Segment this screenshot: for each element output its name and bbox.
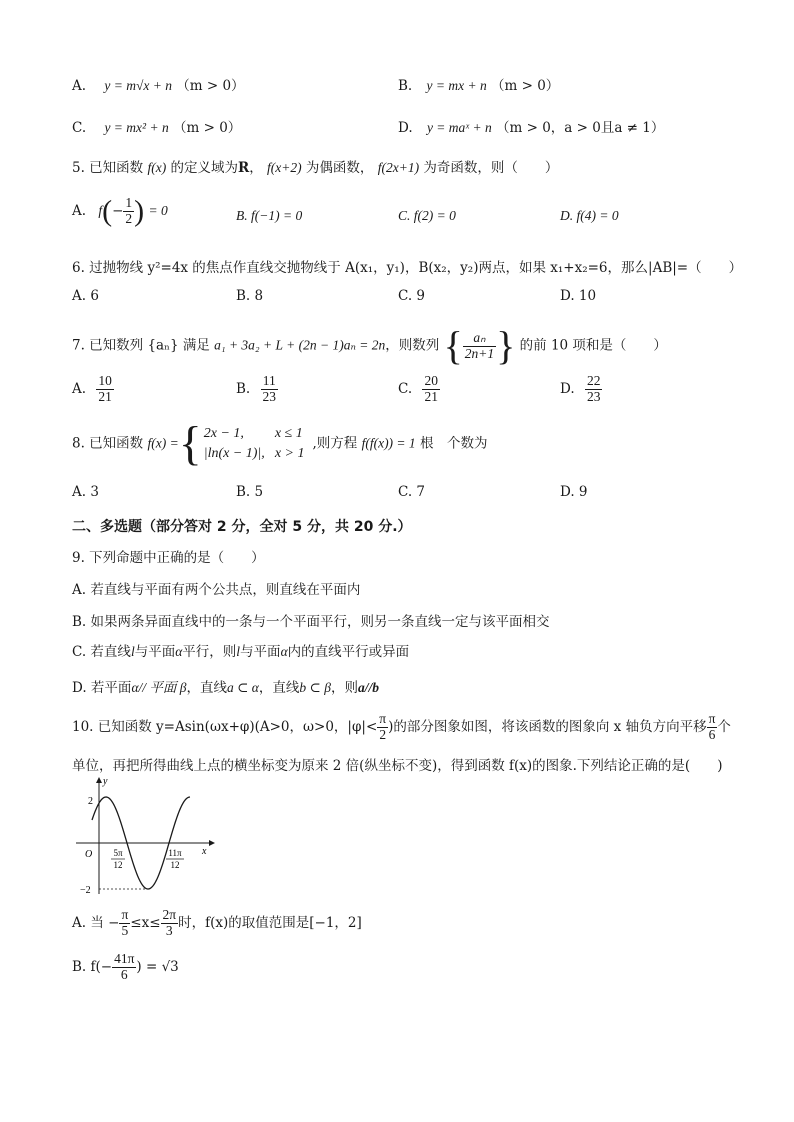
q10-phi-fraction bbox=[377, 712, 388, 743]
q7c-fraction bbox=[422, 374, 440, 405]
left-brace: { bbox=[443, 323, 463, 368]
q9c-line: l bbox=[236, 644, 241, 659]
q9-option-c bbox=[72, 640, 409, 660]
q6-stem: 6. 过抛物线 y²=4x 的焦点作直线交抛物线于 A(x₁，y₁)，B(x₂，y₂)两点，如果 x₁+x₂=6，那么|AB|=（ ） bbox=[72, 260, 743, 276]
case-expr: 2x − 1, bbox=[203, 425, 244, 441]
q8-fx: f(x) = bbox=[147, 435, 179, 451]
q7d-fraction bbox=[585, 374, 603, 405]
q9c-text: 平行，则 bbox=[182, 644, 237, 660]
q9c-text: 与平面 bbox=[134, 644, 176, 660]
option-label: A. bbox=[72, 380, 87, 397]
q9-stem: 9. 下列命题中正确的是（ ） bbox=[72, 550, 265, 566]
q8-option-c: C. 7 bbox=[398, 484, 426, 500]
q10-text: )的部分图象如图，将该函数的图象向 x 轴负方向平移 bbox=[388, 718, 707, 735]
y-min-label: −2 bbox=[80, 885, 91, 896]
q5-text: 的定义域为 bbox=[170, 160, 238, 176]
q6-option-b: B. 8 bbox=[236, 288, 264, 304]
numerator: 41π bbox=[114, 951, 135, 966]
q8-option-d: D. 9 bbox=[560, 484, 588, 500]
q8-stem bbox=[72, 417, 488, 470]
numerator: 20 bbox=[424, 373, 438, 388]
q5-fx2: f(x+2) bbox=[267, 160, 302, 175]
denominator: 3 bbox=[165, 922, 173, 938]
q8-text: 8. 已知函数 bbox=[72, 435, 144, 452]
q8-text: ,则方程 bbox=[312, 435, 358, 452]
option-label: D. bbox=[560, 380, 575, 397]
q9d-text: ，直线 bbox=[258, 680, 300, 696]
q7-seq-fraction bbox=[463, 331, 496, 362]
q5-fx: f(x) bbox=[147, 160, 167, 175]
q10-option-b bbox=[72, 952, 179, 983]
q5-f2x1: f(2x+1) bbox=[377, 160, 420, 175]
case-row-2 bbox=[202, 444, 313, 464]
denominator: 2 bbox=[379, 726, 387, 742]
option-expr: y = m√x + n bbox=[104, 78, 172, 93]
q7-option-d bbox=[560, 374, 602, 405]
q7-option-b bbox=[236, 374, 278, 405]
q7-text: 7. 已知数列 {aₙ} 满足 bbox=[72, 337, 210, 354]
q10a-text: A. 当 − bbox=[72, 914, 120, 931]
option-cond: （m > 0） bbox=[176, 78, 245, 94]
q5-stem bbox=[72, 156, 558, 176]
section-title: 二、多选题（部分答对 2 分，全对 5 分，共 20 分.） bbox=[72, 519, 412, 535]
numerator: π bbox=[708, 711, 716, 726]
q9-option-a: A. 若直线与平面有两个公共点，则直线在平面内 bbox=[72, 582, 361, 598]
origin-label: O bbox=[85, 849, 93, 860]
option-label: B. bbox=[236, 380, 251, 397]
q7-text: ，则数列 bbox=[385, 337, 440, 354]
q7-text: 的前 10 项和是（ ） bbox=[519, 337, 667, 354]
q5-text: 为奇函数，则（ ） bbox=[423, 160, 559, 176]
option-label: A. bbox=[72, 202, 87, 219]
option-expr: y = mx + n bbox=[426, 78, 487, 93]
q9d-text: D. 若平面 bbox=[72, 680, 132, 696]
q4-option-a bbox=[72, 74, 245, 94]
q5-option-c: C. f(2) = 0 bbox=[398, 208, 456, 223]
q9c-plane: α bbox=[280, 644, 288, 659]
option-label: C. bbox=[398, 380, 413, 397]
q4-option-c bbox=[72, 116, 241, 136]
right-brace: } bbox=[496, 323, 516, 368]
q7a-fraction bbox=[96, 374, 114, 405]
numerator: π bbox=[121, 907, 129, 922]
q8-eq: f(f(x)) = 1 bbox=[361, 435, 416, 451]
q5a-sign: − bbox=[112, 202, 124, 219]
q5-option-d: D. f(4) = 0 bbox=[560, 208, 619, 223]
option-label: A. bbox=[72, 78, 87, 94]
q5a-eq: = 0 bbox=[148, 202, 168, 218]
numerator: 2π bbox=[162, 907, 177, 922]
q9d-text: ，则 bbox=[330, 680, 358, 696]
x-axis-label: x bbox=[202, 846, 207, 857]
option-label: D. bbox=[398, 120, 413, 136]
q9-option-d bbox=[72, 676, 379, 696]
q8-piecewise bbox=[202, 424, 313, 465]
q7-stem bbox=[72, 323, 667, 368]
option-cond: （m > 0，a > 0且a ≠ 1） bbox=[496, 120, 665, 136]
q10a-fraction-2 bbox=[161, 908, 179, 939]
q10-text: 10. 已知函数 y=Asin(ωx+φ)(A>0，ω>0，|φ|< bbox=[72, 718, 378, 735]
q9d-expr: a ⊂ α bbox=[227, 680, 259, 695]
q8-text: 根 个数为 bbox=[419, 435, 488, 452]
right-paren: ) bbox=[134, 194, 145, 228]
denominator: 23 bbox=[586, 388, 601, 404]
tick2-denominator: 12 bbox=[170, 860, 180, 870]
q5-text: 为偶函数， bbox=[305, 160, 374, 176]
option-cond: （m > 0） bbox=[173, 120, 242, 136]
q4-option-d bbox=[398, 116, 664, 136]
q9d-expr: b ⊂ β bbox=[299, 680, 331, 695]
q9c-plane: α bbox=[175, 644, 183, 659]
q5-real-set: R bbox=[238, 160, 250, 176]
numerator: 10 bbox=[98, 373, 112, 388]
y-axis-label: y bbox=[103, 776, 108, 787]
q9c-text: 内的直线平行或异面 bbox=[287, 644, 410, 660]
denominator: 2n+1 bbox=[464, 345, 495, 361]
q7-option-c bbox=[398, 374, 440, 405]
option-expr: y = mx² + n bbox=[104, 120, 169, 135]
q10-option-a bbox=[72, 908, 362, 939]
denominator: 5 bbox=[121, 922, 129, 938]
q9d-expr: α// 平面 β bbox=[131, 680, 187, 695]
denominator: 23 bbox=[262, 388, 277, 404]
q6-option-a: A. 6 bbox=[72, 288, 99, 304]
q5-text: 5. 已知函数 bbox=[72, 160, 144, 176]
case-cond: x > 1 bbox=[274, 446, 305, 461]
q10a-fraction-1 bbox=[119, 908, 130, 939]
q9c-line: l bbox=[130, 644, 135, 659]
denominator: 21 bbox=[98, 388, 112, 404]
option-cond: （m > 0） bbox=[491, 78, 560, 94]
denominator: 6 bbox=[120, 966, 128, 982]
q7-expr: a₁ + 3a₂ + L + (2n − 1)aₙ = 2n bbox=[214, 337, 386, 353]
case-row-1 bbox=[202, 424, 313, 444]
q8-option-a: A. 3 bbox=[72, 484, 99, 500]
q5-option-a bbox=[72, 196, 168, 227]
q10b-fraction bbox=[112, 952, 136, 983]
sine-graph bbox=[72, 774, 222, 898]
q6-option-d: D. 10 bbox=[560, 288, 597, 304]
numerator: aₙ bbox=[463, 331, 496, 347]
q5a-fraction bbox=[123, 196, 134, 227]
case-cond: x ≤ 1 bbox=[274, 425, 303, 441]
tick1-denominator: 12 bbox=[113, 860, 123, 870]
q10-stem bbox=[72, 712, 731, 743]
q9c-text: C. 若直线 bbox=[72, 644, 131, 660]
left-paren: ( bbox=[102, 194, 113, 228]
option-expr: y = maˣ + n bbox=[426, 120, 492, 135]
q6-option-c: C. 9 bbox=[398, 288, 426, 304]
numerator: π bbox=[379, 711, 387, 726]
numerator: 22 bbox=[586, 373, 601, 388]
tick2-numerator: 11π bbox=[168, 848, 182, 858]
denominator: 6 bbox=[708, 726, 716, 742]
y-max-label: 2 bbox=[88, 796, 93, 807]
q10-shift-fraction bbox=[707, 712, 718, 743]
numerator: 1 bbox=[125, 195, 133, 210]
q5-text: ， bbox=[249, 160, 263, 176]
option-label: C. bbox=[72, 120, 87, 136]
left-brace: { bbox=[178, 417, 202, 470]
option-label: B. bbox=[398, 78, 413, 94]
denominator: 21 bbox=[424, 388, 438, 404]
q10-stem-line2: 单位，再把所得曲线上点的横坐标变为原来 2 倍(纵坐标不变)，得到函数 f(x)的图象.下列结论正确的是( ) bbox=[72, 758, 723, 774]
q7b-fraction bbox=[261, 374, 279, 405]
q4-option-b bbox=[398, 74, 559, 94]
q5a-f: f bbox=[98, 202, 103, 218]
q8-option-b: B. 5 bbox=[236, 484, 264, 500]
q9d-text: ，直线 bbox=[186, 680, 227, 696]
q5-option-b: B. f(−1) = 0 bbox=[236, 208, 303, 223]
q7-option-a bbox=[72, 374, 114, 405]
q10b-text: ) = √3 bbox=[136, 958, 179, 975]
q9d-expr: a//b bbox=[357, 680, 379, 695]
denominator: 2 bbox=[125, 210, 133, 226]
numerator: 11 bbox=[261, 374, 279, 390]
q10-text: 个 bbox=[717, 718, 731, 735]
q10a-text: 时，f(x)的取值范围是[−1，2] bbox=[178, 914, 362, 931]
q10b-text: B. f(− bbox=[72, 958, 113, 975]
q9c-text: 与平面 bbox=[240, 644, 281, 660]
q9-option-b: B. 如果两条异面直线中的一条与一个平面平行，则另一条直线一定与该平面相交 bbox=[72, 614, 550, 630]
q10a-text: ≤x≤ bbox=[130, 914, 161, 931]
tick1-numerator: 5π bbox=[113, 848, 123, 858]
case-expr: |ln(x − 1)|, bbox=[203, 446, 265, 461]
